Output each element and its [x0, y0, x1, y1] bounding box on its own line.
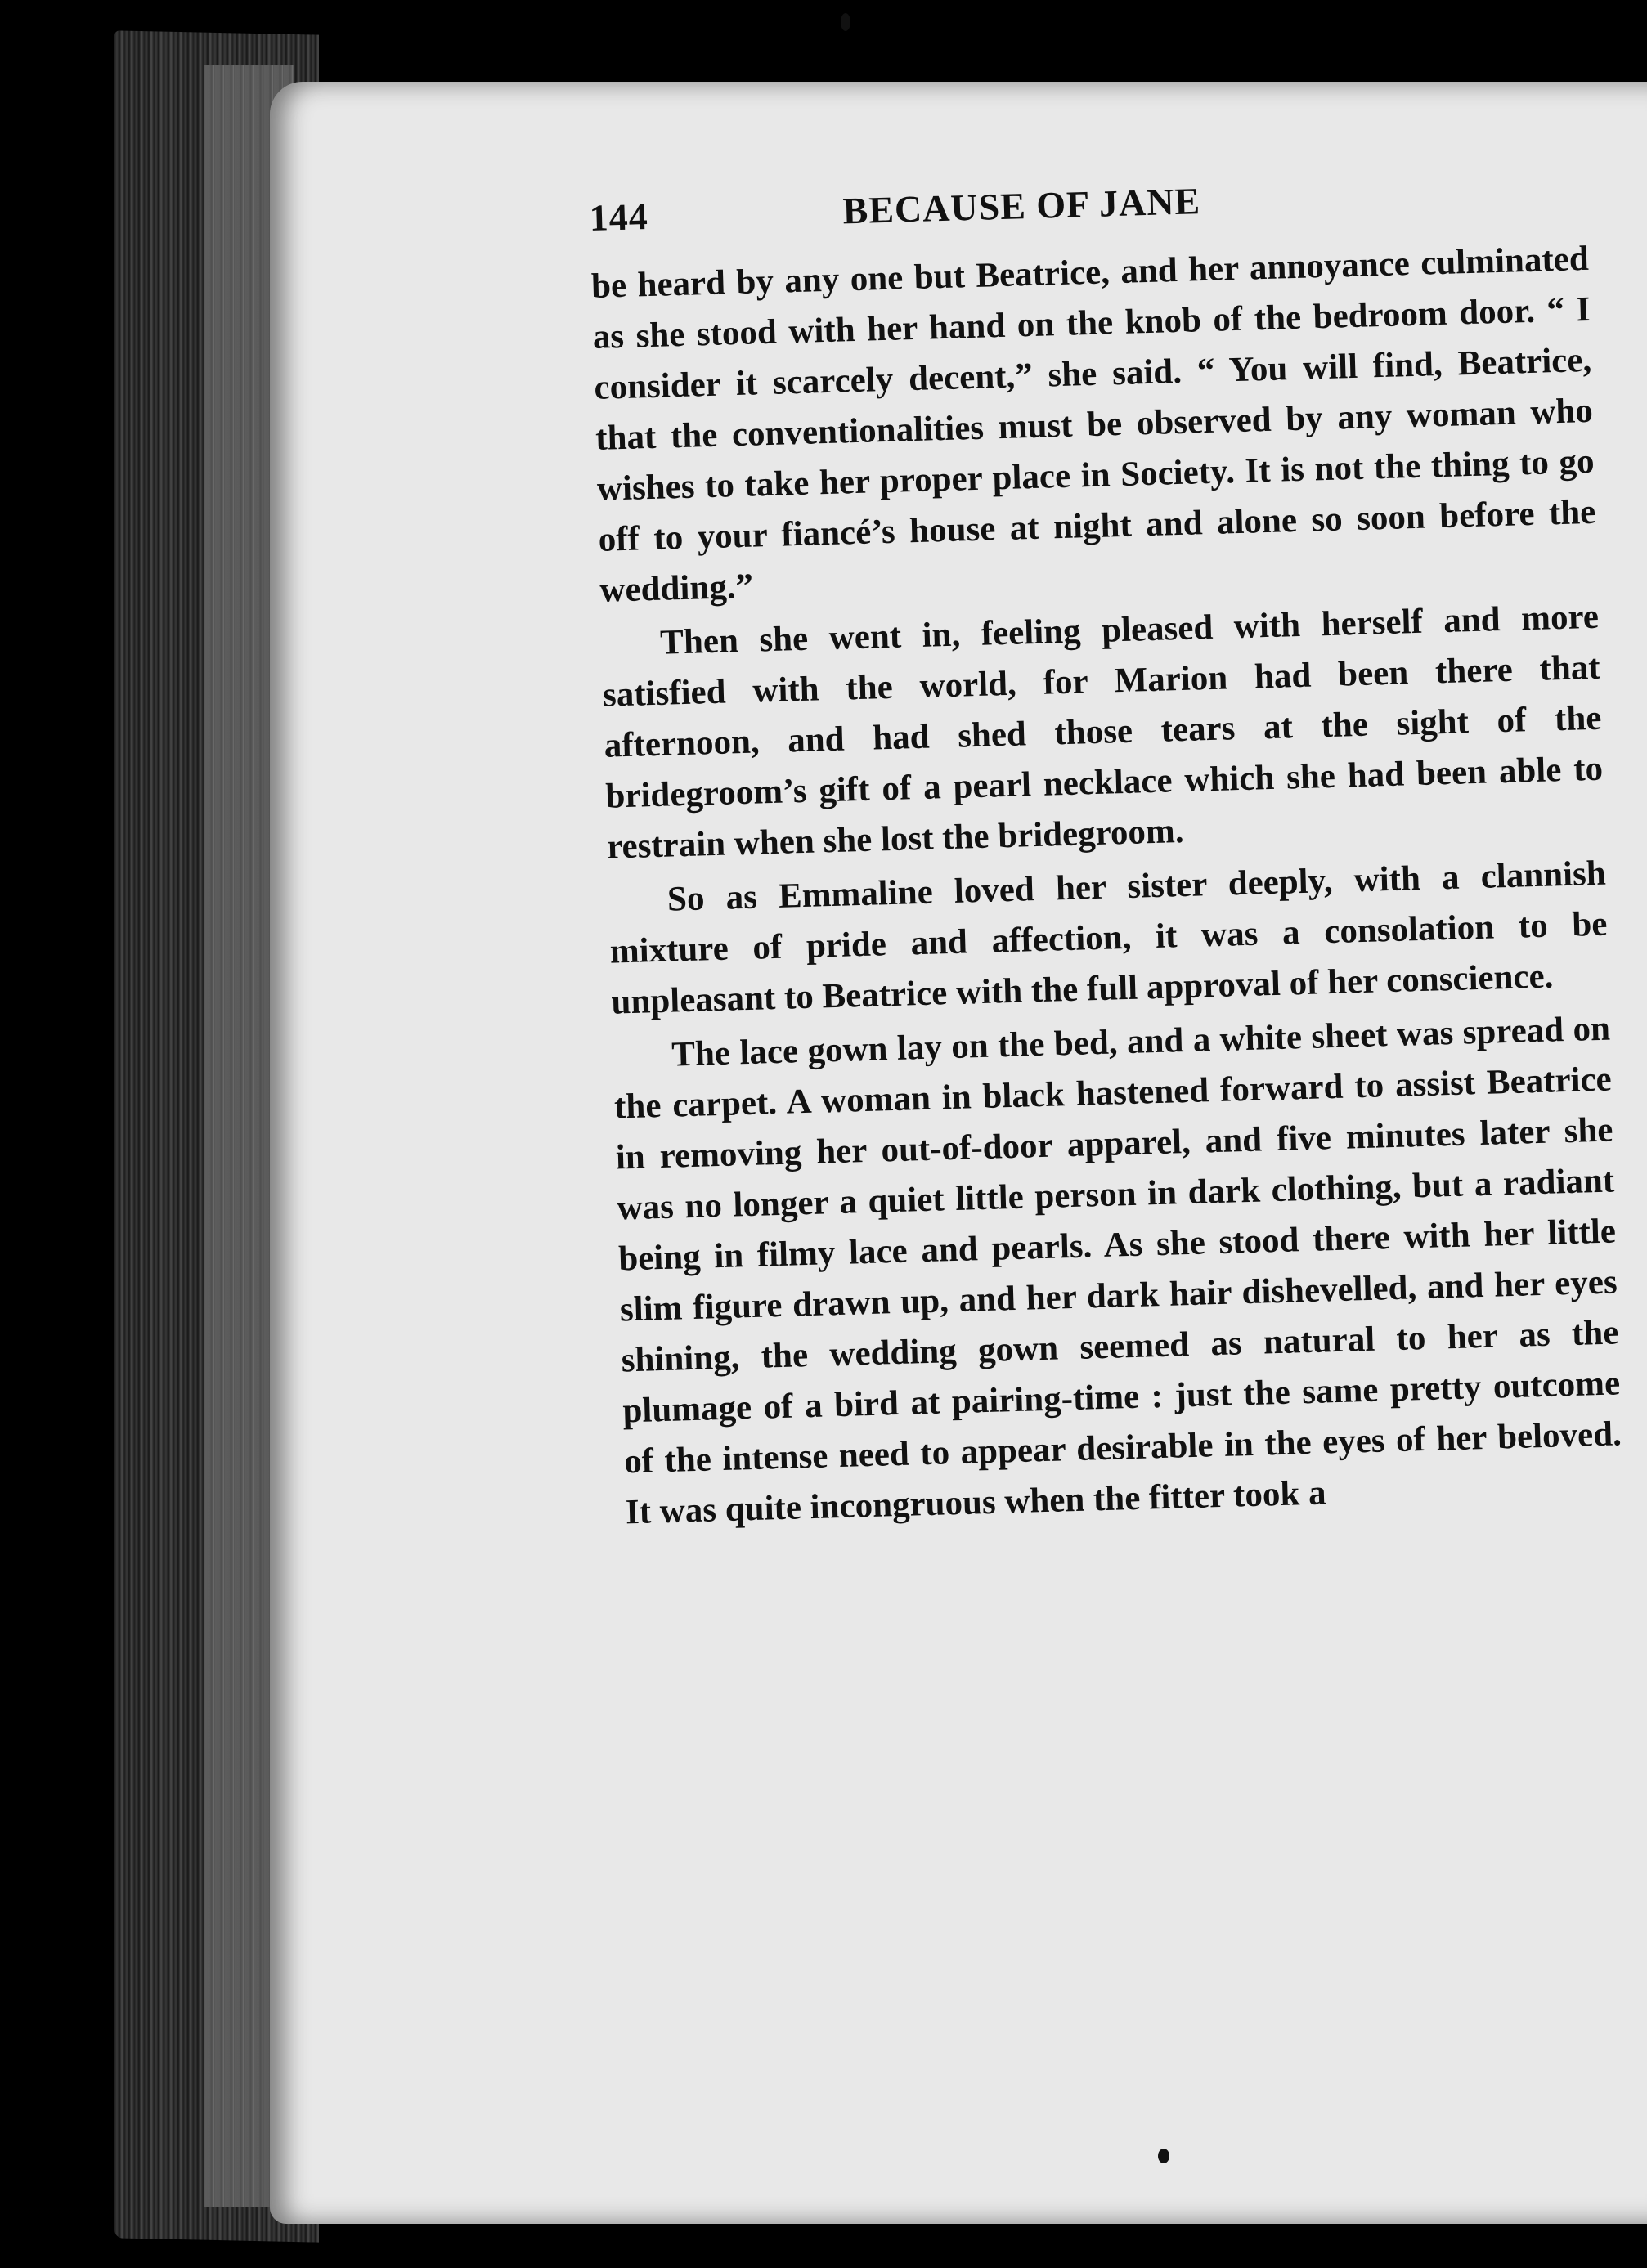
page-text-block	[589, 168, 1623, 1538]
paragraph-2: Then she went in, feeling pleased with herself and more satisfied with the world, for Marion had been there that afternoon, and had shed those tears at the sight of the bridegroom’s gift of a pearl necklace which she had been able to restrain when she lost the bridegroom.	[602, 597, 1604, 867]
page-number: 144	[589, 195, 649, 239]
scan-speck-top	[841, 13, 850, 31]
running-title: BECAUSE OF JANE	[841, 180, 1201, 232]
paragraph-4: The lace gown lay on the bed, and a white sheet was spread on the carpet. A woman in black hastened forward to assist Beatrice in removing her out-of-door apparel, and five minutes later she was no longer a quiet little person in dark clothing, but a radiant being in filmy lace and pearls. As she stood there with her little slim figure drawn up, and her dark hair dishevelled, and her eyes shining, the wedding gown seemed as natural to her as the plumage of a bird at pairing-time : just the same pretty outcome of the intense need to appear desirable in the eyes of her beloved. It was quite incongruous when the fitter took a	[613, 1009, 1622, 1532]
paragraph-3: So as Emmaline loved her sister deeply, with a clannish mixture of pride and affection, it was a consolation to be unpleasant to Beatrice with the full approval of her conscience.	[609, 854, 1608, 1022]
paragraph-1: be heard by any one but Beatrice, and her annoyance culminated as she stood with her hand on the knob of the bedroom door. “ I consider it scarcely decent,” she said. “ You will find, Beatrice, that the conventionalities must be observed by any woman who wishes to take her proper place in Society. It is not the thing to go off to your fiancé’s house at night and alone so soon before the wedding.”	[590, 239, 1596, 610]
scan-speck-bottom	[1158, 2149, 1169, 2163]
